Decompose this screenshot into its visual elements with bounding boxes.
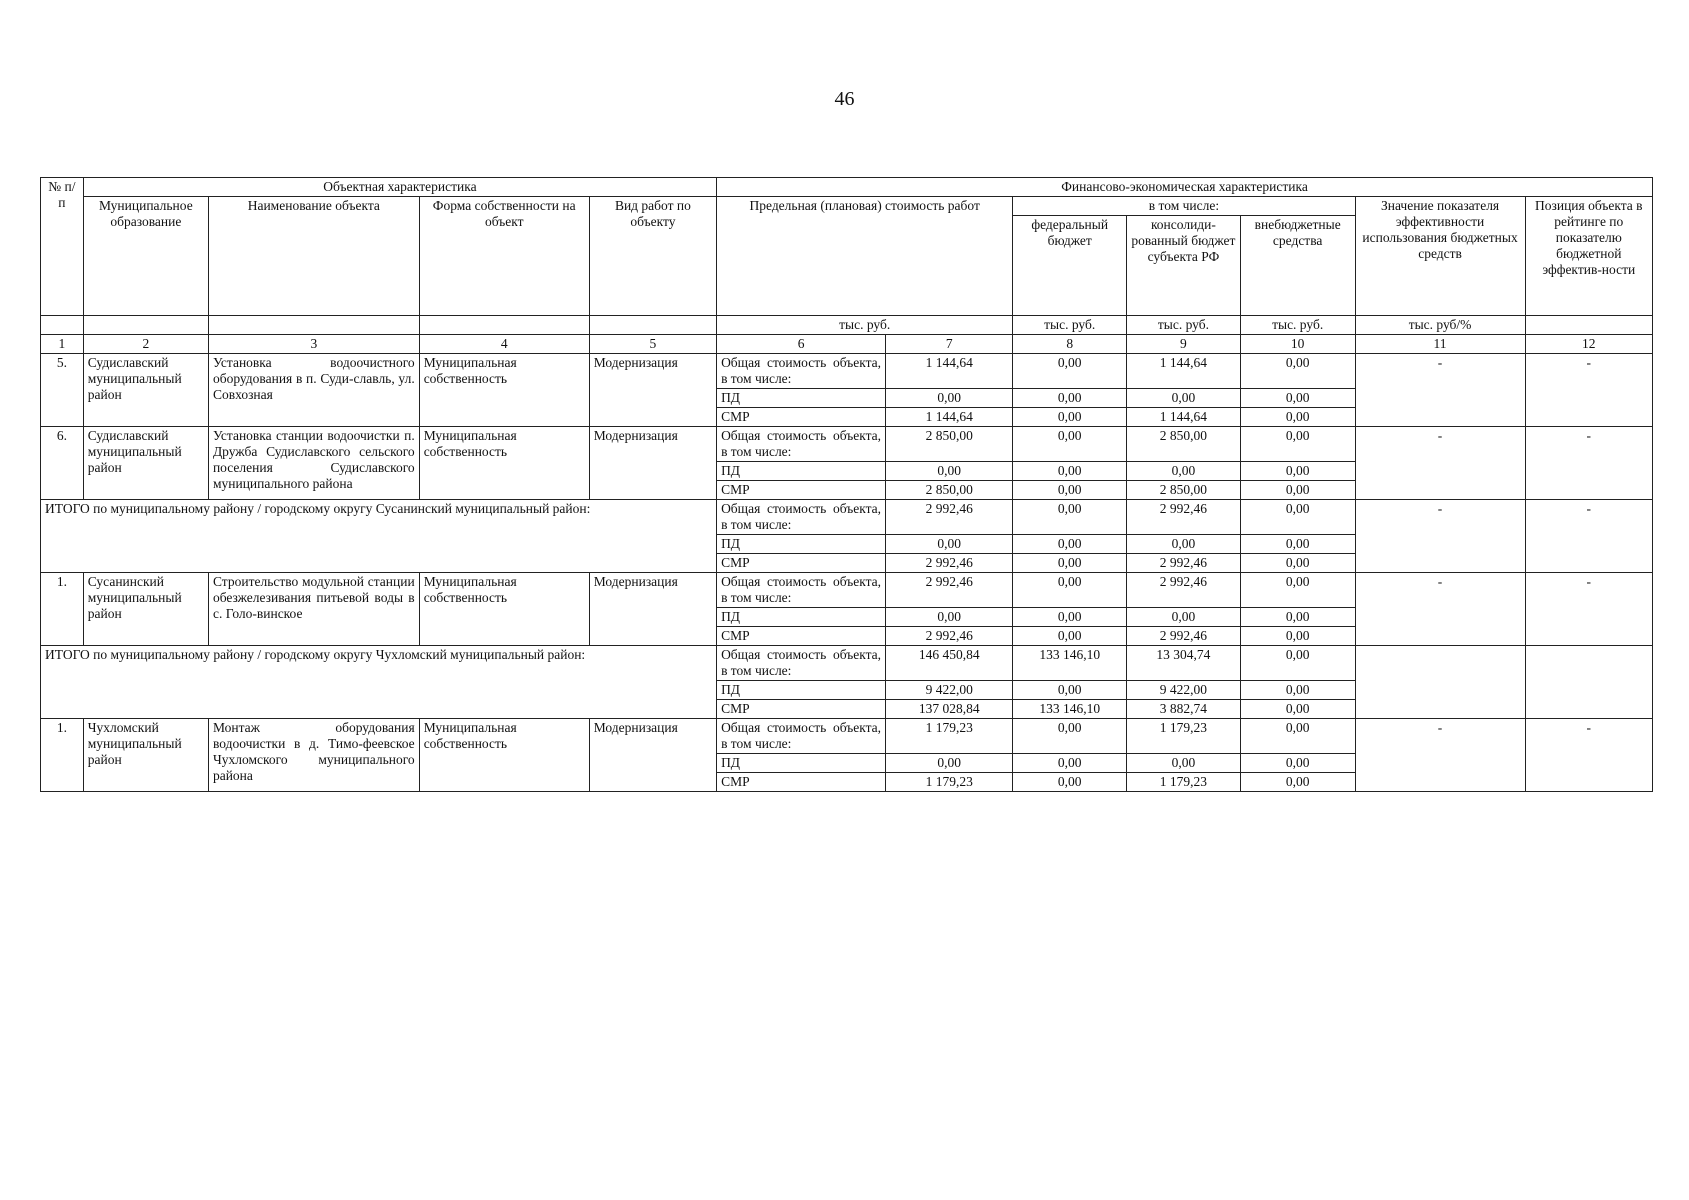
row-number: 1. (41, 719, 84, 792)
extrabudget-value: 0,00 (1240, 719, 1355, 754)
smr-label: СМР (717, 554, 886, 573)
federal-value: 0,00 (1013, 462, 1127, 481)
extrabudget-value: 0,00 (1240, 500, 1355, 535)
consolidated-value: 0,00 (1127, 535, 1241, 554)
object-name-cell: Установка станции водоочистки п. Дружба Судиславского сельского поселения Судиславского муниципального района (208, 427, 419, 500)
municipality-cell: Судиславский муниципальный район (83, 427, 208, 500)
rating-cell: - (1525, 500, 1652, 573)
ownership-cell: Муниципальная собственность (419, 573, 589, 646)
federal-value: 0,00 (1013, 535, 1127, 554)
header-consolidated: консолиди-рованный бюджет субъекта РФ (1127, 216, 1241, 316)
cost-value: 2 850,00 (886, 427, 1013, 462)
pd-label: ПД (717, 389, 886, 408)
consolidated-value: 0,00 (1127, 462, 1241, 481)
work-type-cell: Модернизация (589, 573, 716, 646)
total-label: ИТОГО по муниципальному району / городскому округу Чухломский муниципальный район: (41, 646, 717, 719)
smr-label: СМР (717, 700, 886, 719)
extrabudget-value: 0,00 (1240, 773, 1355, 792)
work-type-cell: Модернизация (589, 719, 716, 792)
ownership-cell: Муниципальная собственность (419, 427, 589, 500)
cost-value: 146 450,84 (886, 646, 1013, 681)
col-number: 1 (41, 335, 84, 354)
federal-value: 133 146,10 (1013, 646, 1127, 681)
efficiency-cell: - (1355, 719, 1525, 792)
cost-value: 1 179,23 (886, 719, 1013, 754)
extrabudget-value: 0,00 (1240, 408, 1355, 427)
efficiency-cell: - (1355, 427, 1525, 500)
cost-value: 137 028,84 (886, 700, 1013, 719)
header-object-name: Наименование объекта (208, 197, 419, 316)
header-max-cost: Предельная (плановая) стоимость работ (717, 197, 1013, 316)
cost-value: 2 992,46 (886, 627, 1013, 646)
consolidated-value: 0,00 (1127, 389, 1241, 408)
consolidated-value: 2 992,46 (1127, 627, 1241, 646)
consolidated-value: 1 179,23 (1127, 719, 1241, 754)
header-row-columns (41, 197, 1653, 216)
consolidated-value: 3 882,74 (1127, 700, 1241, 719)
page-number: 46 (834, 88, 855, 110)
extrabudget-value: 0,00 (1240, 481, 1355, 500)
work-type-cell: Модернизация (589, 354, 716, 427)
consolidated-value: 2 992,46 (1127, 573, 1241, 608)
col-number: 7 (886, 335, 1013, 354)
header-including: в том числе: (1013, 197, 1355, 216)
unit-cost: тыс. руб. (717, 316, 1013, 335)
header-municipality: Муниципальное образование (83, 197, 208, 316)
federal-value: 0,00 (1013, 481, 1127, 500)
rating-cell: - (1525, 354, 1652, 427)
cost-value: 2 992,46 (886, 573, 1013, 608)
federal-value: 0,00 (1013, 427, 1127, 462)
efficiency-cell: - (1355, 573, 1525, 646)
header-efficiency: Значение показателя эффективности использования бюджетных средств (1355, 197, 1525, 316)
cost-value: 0,00 (886, 535, 1013, 554)
object-name-cell: Строительство модульной станции обезжелезивания питьевой воды в с. Голо-винское (208, 573, 419, 646)
total-cost-label: Общая стоимость объекта, в том числе: (717, 354, 886, 389)
consolidated-value: 0,00 (1127, 608, 1241, 627)
header-federal: федеральный бюджет (1013, 216, 1127, 316)
cost-value: 0,00 (886, 389, 1013, 408)
federal-value: 0,00 (1013, 627, 1127, 646)
federal-value: 0,00 (1013, 573, 1127, 608)
table-row (41, 573, 1653, 608)
efficiency-cell: - (1355, 354, 1525, 427)
cost-value: 2 992,46 (886, 500, 1013, 535)
rating-cell: - (1525, 573, 1652, 646)
federal-value: 0,00 (1013, 354, 1127, 389)
col-number: 11 (1355, 335, 1525, 354)
efficiency-cell (1355, 646, 1525, 719)
extrabudget-value: 0,00 (1240, 681, 1355, 700)
unit-cell-empty (1525, 316, 1652, 335)
federal-value: 0,00 (1013, 719, 1127, 754)
efficiency-cell: - (1355, 500, 1525, 573)
cost-value: 1 144,64 (886, 408, 1013, 427)
smr-label: СМР (717, 773, 886, 792)
total-cost-label: Общая стоимость объекта, в том числе: (717, 427, 886, 462)
table-body (41, 178, 1653, 792)
extrabudget-value: 0,00 (1240, 554, 1355, 573)
extrabudget-value: 0,00 (1240, 573, 1355, 608)
total-row (41, 646, 1653, 681)
col-number: 5 (589, 335, 716, 354)
smr-label: СМР (717, 481, 886, 500)
consolidated-value: 9 422,00 (1127, 681, 1241, 700)
table-row (41, 427, 1653, 462)
pd-label: ПД (717, 462, 886, 481)
col-number: 8 (1013, 335, 1127, 354)
unit-federal: тыс. руб. (1013, 316, 1127, 335)
ownership-cell: Муниципальная собственность (419, 354, 589, 427)
unit-cell-empty (41, 316, 84, 335)
unit-efficiency: тыс. руб/% (1355, 316, 1525, 335)
cost-value: 1 179,23 (886, 773, 1013, 792)
extrabudget-value: 0,00 (1240, 535, 1355, 554)
consolidated-value: 2 850,00 (1127, 481, 1241, 500)
cost-value: 0,00 (886, 608, 1013, 627)
table-row (41, 719, 1653, 754)
header-finance-group: Финансово-экономическая характеристика (717, 178, 1653, 197)
consolidated-value: 2 850,00 (1127, 427, 1241, 462)
cost-value: 2 992,46 (886, 554, 1013, 573)
cost-value: 1 144,64 (886, 354, 1013, 389)
ownership-cell: Муниципальная собственность (419, 719, 589, 792)
smr-label: СМР (717, 627, 886, 646)
cost-value: 0,00 (886, 754, 1013, 773)
units-row (41, 316, 1653, 335)
consolidated-value: 1 144,64 (1127, 408, 1241, 427)
municipality-cell: Чухломский муниципальный район (83, 719, 208, 792)
federal-value: 0,00 (1013, 754, 1127, 773)
consolidated-value: 2 992,46 (1127, 554, 1241, 573)
header-extrabudget: внебюджетные средства (1240, 216, 1355, 316)
total-label: ИТОГО по муниципальному району / городскому округу Сусанинский муниципальный район: (41, 500, 717, 573)
municipality-cell: Судиславский муниципальный район (83, 354, 208, 427)
cost-value: 2 850,00 (886, 481, 1013, 500)
federal-value: 0,00 (1013, 500, 1127, 535)
object-name-cell: Установка водоочистного оборудования в п. Суди-славль, ул. Совхозная (208, 354, 419, 427)
unit-consolidated: тыс. руб. (1127, 316, 1241, 335)
extrabudget-value: 0,00 (1240, 354, 1355, 389)
col-number: 10 (1240, 335, 1355, 354)
rating-cell (1525, 646, 1652, 719)
header-object-group: Объектная характеристика (83, 178, 716, 197)
federal-value: 0,00 (1013, 608, 1127, 627)
pd-label: ПД (717, 754, 886, 773)
smr-label: СМР (717, 408, 886, 427)
unit-cell-empty (83, 316, 208, 335)
cost-value: 0,00 (886, 462, 1013, 481)
extrabudget-value: 0,00 (1240, 627, 1355, 646)
table-row (41, 354, 1653, 389)
col-number: 9 (1127, 335, 1241, 354)
object-name-cell: Монтаж оборудования водоочистки в д. Тимо-феевское Чухломского муниципального района (208, 719, 419, 792)
cost-value: 9 422,00 (886, 681, 1013, 700)
extrabudget-value: 0,00 (1240, 389, 1355, 408)
row-number: 1. (41, 573, 84, 646)
col-number: 3 (208, 335, 419, 354)
total-cost-label: Общая стоимость объекта, в том числе: (717, 719, 886, 754)
federal-value: 0,00 (1013, 681, 1127, 700)
extrabudget-value: 0,00 (1240, 700, 1355, 719)
header-work-type: Вид работ по объекту (589, 197, 716, 316)
federal-value: 0,00 (1013, 389, 1127, 408)
rating-cell: - (1525, 719, 1652, 792)
investment-table (40, 177, 1653, 792)
rating-cell: - (1525, 427, 1652, 500)
col-number: 4 (419, 335, 589, 354)
unit-extrabudget: тыс. руб. (1240, 316, 1355, 335)
total-cost-label: Общая стоимость объекта, в том числе: (717, 500, 886, 535)
extrabudget-value: 0,00 (1240, 754, 1355, 773)
consolidated-value: 1 144,64 (1127, 354, 1241, 389)
row-number: 6. (41, 427, 84, 500)
pd-label: ПД (717, 681, 886, 700)
header-ownership: Форма собственности на объект (419, 197, 589, 316)
work-type-cell: Модернизация (589, 427, 716, 500)
col-number: 6 (717, 335, 886, 354)
extrabudget-value: 0,00 (1240, 608, 1355, 627)
pd-label: ПД (717, 608, 886, 627)
header-row-groups (41, 178, 1653, 197)
col-number: 2 (83, 335, 208, 354)
federal-value: 0,00 (1013, 408, 1127, 427)
header-rating: Позиция объекта в рейтинге по показателю бюджетной эффектив-ности (1525, 197, 1652, 316)
consolidated-value: 2 992,46 (1127, 500, 1241, 535)
header-num: № п/п (41, 178, 84, 316)
extrabudget-value: 0,00 (1240, 462, 1355, 481)
total-cost-label: Общая стоимость объекта, в том числе: (717, 573, 886, 608)
federal-value: 0,00 (1013, 554, 1127, 573)
unit-cell-empty (589, 316, 716, 335)
unit-cell-empty (208, 316, 419, 335)
consolidated-value: 0,00 (1127, 754, 1241, 773)
federal-value: 133 146,10 (1013, 700, 1127, 719)
federal-value: 0,00 (1013, 773, 1127, 792)
unit-cell-empty (419, 316, 589, 335)
row-number: 5. (41, 354, 84, 427)
consolidated-value: 1 179,23 (1127, 773, 1241, 792)
pd-label: ПД (717, 535, 886, 554)
total-row (41, 500, 1653, 535)
column-numbers-row (41, 335, 1653, 354)
consolidated-value: 13 304,74 (1127, 646, 1241, 681)
extrabudget-value: 0,00 (1240, 427, 1355, 462)
municipality-cell: Сусанинский муниципальный район (83, 573, 208, 646)
total-cost-label: Общая стоимость объекта, в том числе: (717, 646, 886, 681)
extrabudget-value: 0,00 (1240, 646, 1355, 681)
col-number: 12 (1525, 335, 1652, 354)
